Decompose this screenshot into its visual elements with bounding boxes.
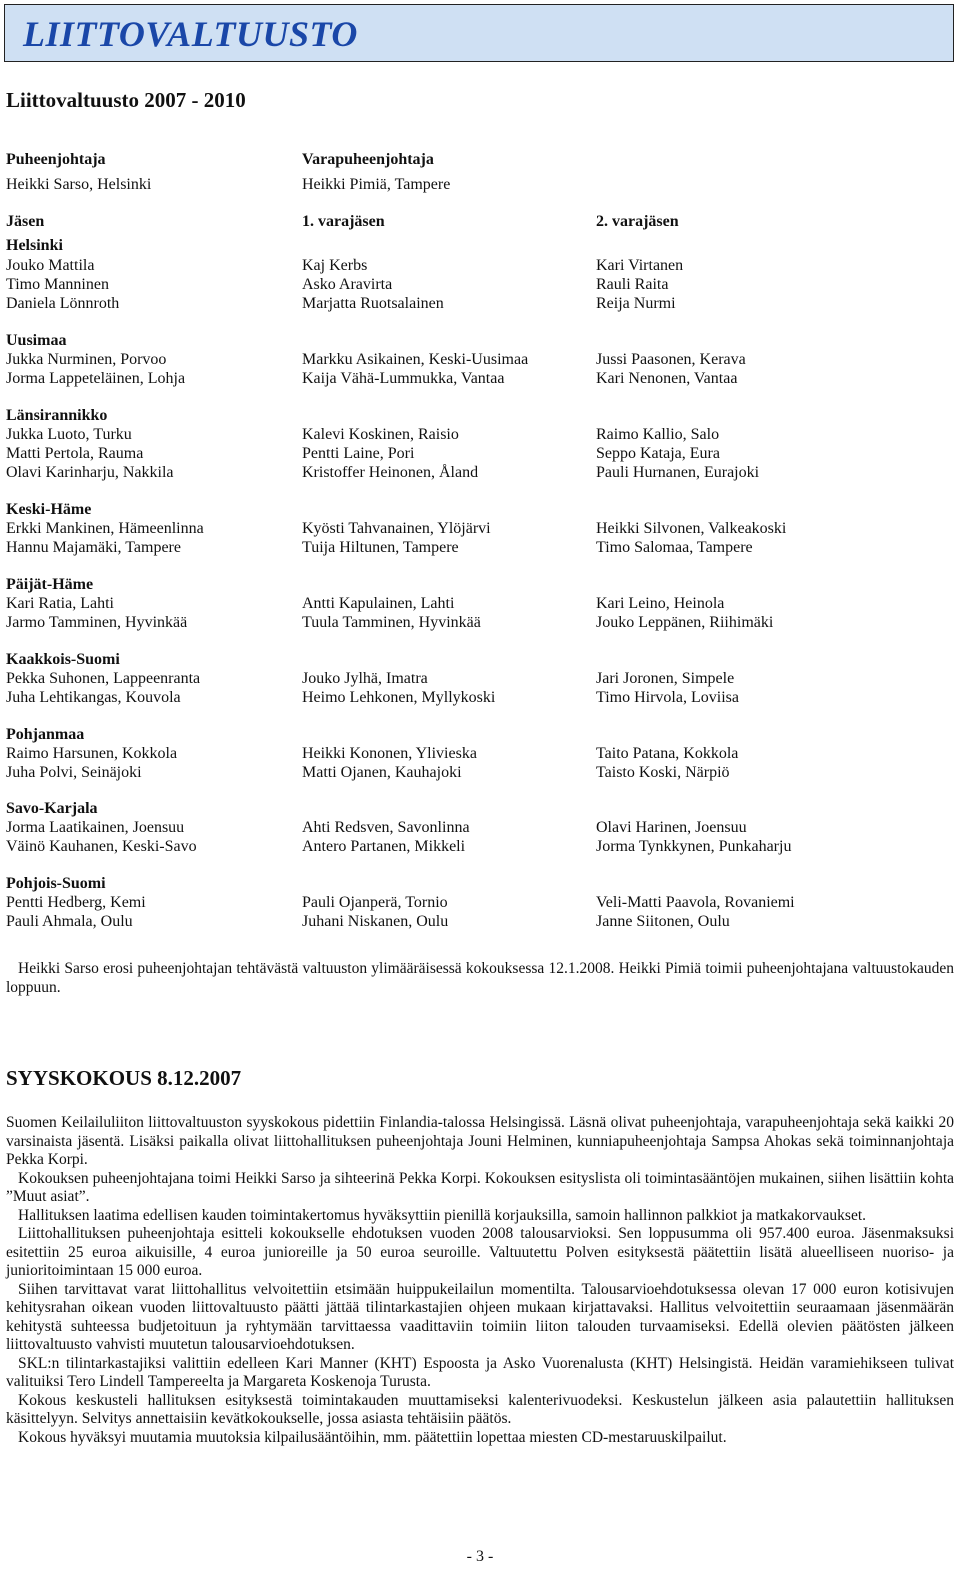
column-second-deputy: 2. varajäsen — [596, 213, 679, 230]
chair-name: Heikki Sarso, Helsinki — [6, 176, 152, 193]
region-name: Päijät-Häme — [6, 576, 94, 593]
member-row — [0, 763, 960, 782]
region-name: Länsirannikko — [6, 407, 108, 424]
member-row — [0, 837, 960, 856]
member-name: Jukka Luoto, Turku — [6, 426, 132, 443]
member-name: Timo Manninen — [6, 276, 109, 293]
member-name: Hannu Majamäki, Tampere — [6, 539, 181, 556]
minutes-paragraph: Liittohallituksen puheenjohtaja esitteli kokoukselle ehdotuksen vuoden 2008 talousarvioksi. Sen loppusumma oli 957.400 euroa. Jäsenmaksuksi esitettiin 25 euroa aikuisille, 4 euroa junioreille ja 50 euroa seuroille. Valtuutettu Polven esityksestä päätettiin lisätä alueelliseen nuoriso- ja junioritoimintaan 15 000 euroa. — [6, 1225, 954, 1279]
member-row — [0, 294, 960, 313]
second-deputy-name: Reija Nurmi — [596, 295, 676, 312]
second-deputy-name: Jouko Leppänen, Riihimäki — [596, 614, 774, 631]
note-text: Heikki Sarso erosi puheenjohtajan tehtävästä valtuuston ylimääräisessä kokouksessa 12.1.2008. Heikki Pimiä toimii puheenjohtajana valtuustokauden loppuun. — [6, 960, 954, 996]
column-header-row — [0, 212, 960, 231]
member-name: Jukka Nurminen, Porvoo — [6, 351, 167, 368]
member-row — [0, 350, 960, 369]
region-heading-lansirannikko — [0, 406, 960, 425]
first-deputy-name: Antti Kapulainen, Lahti — [302, 595, 455, 612]
second-deputy-name: Heikki Silvonen, Valkeakoski — [596, 520, 787, 537]
first-deputy-name: Marjatta Ruotsalainen — [302, 295, 444, 312]
page-subtitle: Liittovaltuusto 2007 - 2010 — [6, 88, 246, 112]
member-name: Pekka Suhonen, Lappeenranta — [6, 670, 201, 687]
minutes-paragraph: Kokous hyväksyi muutamia muutoksia kilpailusääntöihin, mm. päätettiin lopettaa miesten CD-mestaruuskilpailut. — [18, 1428, 727, 1446]
meeting-minutes — [6, 1114, 954, 1447]
member-row — [0, 688, 960, 707]
first-deputy-name: Pentti Laine, Pori — [302, 445, 415, 462]
member-name: Erkki Mankinen, Hämeenlinna — [6, 520, 204, 537]
first-deputy-name: Tuija Hiltunen, Tampere — [302, 539, 459, 556]
second-deputy-name: Kari Virtanen — [596, 257, 684, 274]
second-deputy-name: Taisto Koski, Närpiö — [596, 764, 730, 781]
member-row — [0, 818, 960, 837]
region-heading-pohjois-suomi — [0, 874, 960, 893]
region-heading-pohjanmaa — [0, 725, 960, 744]
first-deputy-name: Kristoffer Heinonen, Åland — [302, 464, 479, 481]
member-row — [0, 519, 960, 538]
member-row — [0, 369, 960, 388]
second-deputy-name: Taito Patana, Kokkola — [596, 745, 739, 762]
member-row — [0, 744, 960, 763]
minutes-paragraph: Siihen tarvittavat varat liittohallitus velvoitettiin etsimään huippukeilailun momentilta. Talousarvioehdotuksessa olevan 17 000 euron kotisivujen kehitysrahan oikean vuoden liittovaltuusto päätti jättää tilintarkastajien ohjeen mukaan kirjattavaksi. Hallitus velvoitettiin seuraamaan jäsenmäärän kehitystä suhteessa budjetoituun ja ryhtymään tarvittaessa vaadittaviin toimiin liiton talouden turvaamiseksi. Edellä olevien päätösten jälkeen liittovaltuusto vahvisti muutetun talousarvioehdotuksen. — [6, 1280, 954, 1353]
second-deputy-name: Pauli Hurnanen, Eurajoki — [596, 464, 760, 481]
member-row — [0, 275, 960, 294]
first-deputy-name: Matti Ojanen, Kauhajoki — [302, 764, 462, 781]
member-row — [0, 444, 960, 463]
region-name: Uusimaa — [6, 332, 67, 349]
region-heading-kaakkois-suomi — [0, 650, 960, 669]
member-name: Väinö Kauhanen, Keski-Savo — [6, 838, 197, 855]
member-row — [0, 594, 960, 613]
second-deputy-name: Jari Joronen, Simpele — [596, 670, 735, 687]
member-name: Matti Pertola, Rauma — [6, 445, 144, 462]
second-deputy-name: Olavi Harinen, Joensuu — [596, 819, 747, 836]
member-name: Kari Ratia, Lahti — [6, 595, 114, 612]
member-row — [0, 425, 960, 444]
first-deputy-name: Tuula Tamminen, Hyvinkää — [302, 614, 481, 631]
region-heading-paijat-hame — [0, 575, 960, 594]
vice-chair-label: Varapuheenjohtaja — [302, 151, 434, 168]
chair-change-note — [6, 960, 954, 997]
region-heading-keski-hame — [0, 500, 960, 519]
region-name: Keski-Häme — [6, 501, 92, 518]
page-banner — [4, 4, 954, 62]
minutes-paragraph: Kokous keskusteli hallituksen esityksestä toimintakauden muuttamiseksi kalenterivuodeksi. Keskustelun jälkeen asia palautettiin hallituksen käsittelyyn. Selvitys annettaisiin kevätkokoukselle, jossa asiasta tehtäisiin päätös. — [6, 1391, 954, 1427]
first-deputy-name: Kaj Kerbs — [302, 257, 368, 274]
first-deputy-name: Kaija Vähä-Lummukka, Vantaa — [302, 370, 505, 387]
member-name: Jouko Mattila — [6, 257, 95, 274]
region-heading-savo-karjala — [0, 799, 960, 818]
member-row — [0, 912, 960, 931]
first-deputy-name: Kyösti Tahvanainen, Ylöjärvi — [302, 520, 491, 537]
column-first-deputy: 1. varajäsen — [302, 213, 385, 230]
member-row — [0, 256, 960, 275]
member-row — [0, 669, 960, 688]
first-deputy-name: Ahti Redsven, Savonlinna — [302, 819, 470, 836]
second-deputy-name: Janne Siitonen, Oulu — [596, 913, 730, 930]
first-deputy-name: Asko Aravirta — [302, 276, 393, 293]
member-name: Jorma Laatikainen, Joensuu — [6, 819, 185, 836]
second-deputy-name: Jussi Paasonen, Kerava — [596, 351, 746, 368]
second-deputy-name: Rauli Raita — [596, 276, 669, 293]
region-heading-helsinki — [0, 236, 960, 255]
chairs-name-row — [0, 175, 960, 194]
page-number: - 3 - — [466, 1548, 494, 1565]
member-name: Juha Polvi, Seinäjoki — [6, 764, 142, 781]
second-deputy-name: Kari Nenonen, Vantaa — [596, 370, 738, 387]
first-deputy-name: Antero Partanen, Mikkeli — [302, 838, 466, 855]
first-deputy-name: Markku Asikainen, Keski-Uusimaa — [302, 351, 529, 368]
region-name: Helsinki — [6, 237, 63, 254]
first-deputy-name: Heikki Kononen, Ylivieska — [302, 745, 477, 762]
region-heading-uusimaa — [0, 331, 960, 350]
second-deputy-name: Timo Hirvola, Loviisa — [596, 689, 739, 706]
member-name: Juha Lehtikangas, Kouvola — [6, 689, 181, 706]
member-row — [0, 463, 960, 482]
second-deputy-name: Kari Leino, Heinola — [596, 595, 725, 612]
member-row — [0, 893, 960, 912]
member-name: Jarmo Tamminen, Hyvinkää — [6, 614, 188, 631]
second-deputy-name: Veli-Matti Paavola, Rovaniemi — [596, 894, 795, 911]
first-deputy-name: Heimo Lehkonen, Myllykoski — [302, 689, 496, 706]
first-deputy-name: Jouko Jylhä, Imatra — [302, 670, 428, 687]
member-name: Jorma Lappeteläinen, Lohja — [6, 370, 186, 387]
first-deputy-name: Kalevi Koskinen, Raisio — [302, 426, 459, 443]
member-name: Pentti Hedberg, Kemi — [6, 894, 146, 911]
second-deputy-name: Jorma Tynkkynen, Punkaharju — [596, 838, 792, 855]
minutes-paragraph: Kokouksen puheenjohtajana toimi Heikki Sarso ja sihteerinä Pekka Korpi. Kokouksen esityslista oli toimintasääntöjen mukainen, siihen lisättiin kohta ”Muut asiat”. — [6, 1169, 954, 1205]
vice-chair-name: Heikki Pimiä, Tampere — [302, 176, 451, 193]
column-member: Jäsen — [6, 213, 45, 230]
second-deputy-name: Timo Salomaa, Tampere — [596, 539, 753, 556]
member-name: Daniela Lönnroth — [6, 295, 120, 312]
chair-label: Puheenjohtaja — [6, 151, 106, 168]
second-deputy-name: Seppo Kataja, Eura — [596, 445, 720, 462]
region-name: Pohjanmaa — [6, 726, 85, 743]
minutes-paragraph: Hallituksen laatima edellisen kauden toimintakertomus hyväksyttiin pienillä korjauksilla, samoin hallinnon palkkiot ja matkakorvaukset. — [18, 1206, 867, 1224]
member-name: Raimo Harsunen, Kokkola — [6, 745, 178, 762]
chairs-label-row — [0, 150, 960, 169]
second-deputy-name: Raimo Kallio, Salo — [596, 426, 720, 443]
minutes-paragraph: Suomen Keilailuliiton liittovaltuuston syyskokous pidettiin Finlandia-talossa Helsingissä. Läsnä olivat puheenjohtaja, varapuheenjohtaja sekä kaikki 20 varsinaista jäsentä. Lisäksi paikalla olivat liittohallituksen puheenjohtaja Jouni Helminen, kunniapuheenjohtaja Sampsa Ahokas sekä toiminnanjohtaja Pekka Korpi. — [6, 1114, 954, 1168]
meeting-title: SYYSKOKOUS 8.12.2007 — [6, 1066, 242, 1090]
region-name: Pohjois-Suomi — [6, 875, 106, 892]
member-name: Pauli Ahmala, Oulu — [6, 913, 133, 930]
banner-title: LIITTOVALTUUSTO — [23, 14, 358, 54]
member-row — [0, 613, 960, 632]
first-deputy-name: Juhani Niskanen, Oulu — [302, 913, 449, 930]
minutes-paragraph: SKL:n tilintarkastajiksi valittiin edelleen Kari Manner (KHT) Espoosta ja Asko Vuorenalusta (KHT) Helsingistä. Heidän varamiehikseen tulivat valituiksi Tero Lindell Tampereelta ja Margareta Koskenoja Turusta. — [6, 1354, 954, 1390]
member-name: Olavi Karinharju, Nakkila — [6, 464, 174, 481]
member-row — [0, 538, 960, 557]
first-deputy-name: Pauli Ojanperä, Tornio — [302, 894, 448, 911]
region-name: Kaakkois-Suomi — [6, 651, 120, 668]
region-name: Savo-Karjala — [6, 800, 98, 817]
